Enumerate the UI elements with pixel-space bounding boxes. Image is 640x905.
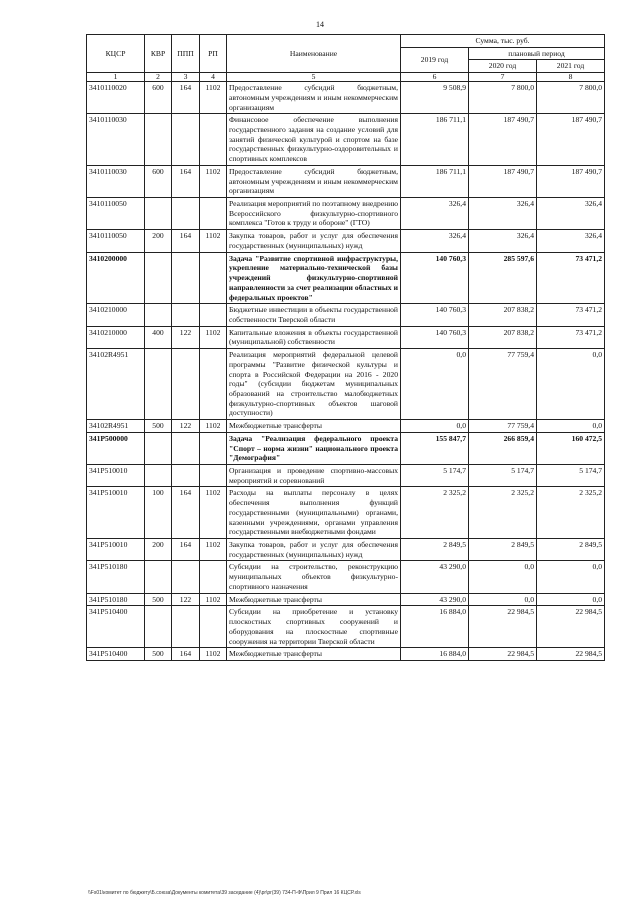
kvr-cell: 200 <box>145 230 172 252</box>
col-number: 8 <box>537 73 605 82</box>
col-number: 7 <box>469 73 537 82</box>
amount-2020-cell: 285 597,6 <box>469 252 537 304</box>
amount-2021-cell: 187 490,7 <box>537 165 605 197</box>
name-cell: Задача "Реализация федерального проекта "Спорт – норма жизни" национального проекта "Демография" <box>227 432 401 464</box>
file-path-footer: \\Fs01\комитет по бюджету\Б.союза\Документы комитета\39 заседание (4)\pr\pr(39) 734-П-Ф\Прил 9 Прил 16 КЦСР.xls <box>88 890 361 896</box>
table-row <box>87 606 605 648</box>
column-number-row <box>87 73 605 82</box>
amount-2019-cell: 43 290,0 <box>401 561 469 593</box>
kcsr-cell: 3410110030 <box>87 114 145 166</box>
amount-2019-cell: 326,4 <box>401 230 469 252</box>
name-cell: Предоставление субсидий бюджетным, автономным учреждениям и иным некоммерческим организациям <box>227 165 401 197</box>
table-row <box>87 82 605 114</box>
amount-2021-cell: 0,0 <box>537 593 605 606</box>
rp-cell: 1102 <box>200 593 227 606</box>
amount-2021-cell: 0,0 <box>537 349 605 420</box>
header-plan-period: плановый период <box>469 47 605 60</box>
ppp-cell: 164 <box>172 165 200 197</box>
kvr-cell <box>145 606 172 648</box>
header-kcsr: КЦСР <box>87 35 145 73</box>
amount-2019-cell: 186 711,1 <box>401 114 469 166</box>
amount-2021-cell: 2 325,2 <box>537 487 605 539</box>
amount-2020-cell: 207 838,2 <box>469 326 537 348</box>
amount-2020-cell: 5 174,7 <box>469 465 537 487</box>
table-row <box>87 165 605 197</box>
table-row <box>87 304 605 326</box>
table-row <box>87 230 605 252</box>
name-cell: Задача "Развитие спортивной инфраструктуры, укрепление материально-технической базы учреждений физкультурно-спортивной направленности за счет реализации областных и федеральных проектов" <box>227 252 401 304</box>
col-number: 3 <box>172 73 200 82</box>
amount-2021-cell: 5 174,7 <box>537 465 605 487</box>
rp-cell: 1102 <box>200 487 227 539</box>
amount-2021-cell: 73 471,2 <box>537 326 605 348</box>
header-2021: 2021 год <box>537 60 605 73</box>
table-body <box>87 82 605 661</box>
kcsr-cell: 341P500000 <box>87 432 145 464</box>
amount-2021-cell: 0,0 <box>537 561 605 593</box>
amount-2019-cell: 16 884,0 <box>401 606 469 648</box>
kvr-cell: 500 <box>145 593 172 606</box>
name-cell: Предоставление субсидий бюджетным, автономным учреждениям и иным некоммерческим организациям <box>227 82 401 114</box>
kvr-cell <box>145 432 172 464</box>
rp-cell <box>200 114 227 166</box>
header-name: Наименование <box>227 35 401 73</box>
kvr-cell: 600 <box>145 165 172 197</box>
kcsr-cell: 3410200000 <box>87 252 145 304</box>
kvr-cell: 500 <box>145 648 172 661</box>
rp-cell: 1102 <box>200 539 227 561</box>
ppp-cell: 164 <box>172 648 200 661</box>
col-number: 4 <box>200 73 227 82</box>
amount-2019-cell: 0,0 <box>401 349 469 420</box>
header-kvr: КВР <box>145 35 172 73</box>
ppp-cell: 122 <box>172 593 200 606</box>
amount-2020-cell: 77 759,4 <box>469 420 537 433</box>
kvr-cell <box>145 114 172 166</box>
amount-2020-cell: 0,0 <box>469 593 537 606</box>
header-2019: 2019 год <box>401 47 469 72</box>
table-row <box>87 487 605 539</box>
amount-2021-cell: 22 984,5 <box>537 648 605 661</box>
kcsr-cell: 34102R4951 <box>87 420 145 433</box>
name-cell: Межбюджетные трансферты <box>227 420 401 433</box>
name-cell: Реализация мероприятий по поэтапному внедрению Всероссийского физкультурно-спортивного комплекса "Готов к труду и обороне" (ГТО) <box>227 198 401 230</box>
ppp-cell <box>172 349 200 420</box>
amount-2019-cell: 186 711,1 <box>401 165 469 197</box>
kcsr-cell: 341P510400 <box>87 606 145 648</box>
kvr-cell <box>145 465 172 487</box>
amount-2020-cell: 0,0 <box>469 561 537 593</box>
amount-2021-cell: 0,0 <box>537 420 605 433</box>
name-cell: Расходы на выплаты персоналу в целях обеспечения выполнения функций государственными (муниципальными) органами, казенными учреждениями, органами управления государственными внебюджетными фондами <box>227 487 401 539</box>
amount-2019-cell: 140 760,3 <box>401 326 469 348</box>
table-row <box>87 561 605 593</box>
amount-2019-cell: 5 174,7 <box>401 465 469 487</box>
amount-2019-cell: 2 849,5 <box>401 539 469 561</box>
col-number: 6 <box>401 73 469 82</box>
amount-2019-cell: 2 325,2 <box>401 487 469 539</box>
name-cell: Капитальные вложения в объекты государственной (муниципальной) собственности <box>227 326 401 348</box>
kvr-cell <box>145 349 172 420</box>
name-cell: Субсидии на приобретение и установку плоскостных спортивных сооружений и оборудования на плоскостные спортивные сооружения на территории Тверской области <box>227 606 401 648</box>
name-cell: Реализация мероприятий федеральной целевой программы "Развитие физической культуры и спорта в Российской Федерации на 2016 - 2020 годы" (субсидии бюджетам муниципальных образований на строительство малобюджетных физкультурно-спортивных объектов шаговой доступности) <box>227 349 401 420</box>
amount-2021-cell: 187 490,7 <box>537 114 605 166</box>
amount-2020-cell: 22 984,5 <box>469 648 537 661</box>
ppp-cell: 164 <box>172 230 200 252</box>
kvr-cell <box>145 252 172 304</box>
amount-2021-cell: 22 984,5 <box>537 606 605 648</box>
ppp-cell <box>172 198 200 230</box>
kcsr-cell: 3410110020 <box>87 82 145 114</box>
rp-cell <box>200 198 227 230</box>
ppp-cell: 164 <box>172 82 200 114</box>
amount-2020-cell: 187 490,7 <box>469 114 537 166</box>
header-ppp: ППП <box>172 35 200 73</box>
name-cell: Финансовое обеспечение выполнения государственного задания на создание условий для занятий физической культурой и спортом на базе государственных физкультурно-оздоровительных и спортивных комплексов <box>227 114 401 166</box>
rp-cell: 1102 <box>200 230 227 252</box>
kcsr-cell: 3410110050 <box>87 230 145 252</box>
header-amount: Сумма, тыс. руб. <box>401 35 605 48</box>
header-2020: 2020 год <box>469 60 537 73</box>
ppp-cell: 164 <box>172 487 200 539</box>
table-row <box>87 420 605 433</box>
table-row <box>87 539 605 561</box>
name-cell: Бюджетные инвестиции в объекты государственной собственности Тверской области <box>227 304 401 326</box>
kcsr-cell: 341P510400 <box>87 648 145 661</box>
header-rp: РП <box>200 35 227 73</box>
name-cell: Закупка товаров, работ и услуг для обеспечения государственных (муниципальных) нужд <box>227 539 401 561</box>
amount-2019-cell: 16 884,0 <box>401 648 469 661</box>
kvr-cell: 200 <box>145 539 172 561</box>
kvr-cell: 100 <box>145 487 172 539</box>
rp-cell <box>200 349 227 420</box>
ppp-cell: 122 <box>172 326 200 348</box>
amount-2021-cell: 160 472,5 <box>537 432 605 464</box>
amount-2020-cell: 2 849,5 <box>469 539 537 561</box>
name-cell: Закупка товаров, работ и услуг для обеспечения государственных (муниципальных) нужд <box>227 230 401 252</box>
table-row <box>87 326 605 348</box>
kcsr-cell: 341P510180 <box>87 561 145 593</box>
table-row <box>87 648 605 661</box>
kvr-cell <box>145 198 172 230</box>
amount-2019-cell: 140 760,3 <box>401 304 469 326</box>
ppp-cell <box>172 252 200 304</box>
amount-2020-cell: 22 984,5 <box>469 606 537 648</box>
ppp-cell <box>172 432 200 464</box>
amount-2021-cell: 2 849,5 <box>537 539 605 561</box>
name-cell: Субсидии на строительство, реконструкцию муниципальных объектов физкультурно-спортивного назначения <box>227 561 401 593</box>
amount-2019-cell: 0,0 <box>401 420 469 433</box>
amount-2019-cell: 140 760,3 <box>401 252 469 304</box>
kcsr-cell: 341P510010 <box>87 487 145 539</box>
amount-2021-cell: 7 800,0 <box>537 82 605 114</box>
kvr-cell: 500 <box>145 420 172 433</box>
page-number: 14 <box>316 20 324 29</box>
table-row <box>87 465 605 487</box>
amount-2020-cell: 7 800,0 <box>469 82 537 114</box>
rp-cell: 1102 <box>200 648 227 661</box>
amount-2020-cell: 207 838,2 <box>469 304 537 326</box>
amount-2020-cell: 326,4 <box>469 198 537 230</box>
amount-2021-cell: 73 471,2 <box>537 252 605 304</box>
kcsr-cell: 34102R4951 <box>87 349 145 420</box>
rp-cell: 1102 <box>200 420 227 433</box>
col-number: 1 <box>87 73 145 82</box>
ppp-cell <box>172 561 200 593</box>
rp-cell <box>200 465 227 487</box>
amount-2021-cell: 326,4 <box>537 198 605 230</box>
kvr-cell: 600 <box>145 82 172 114</box>
rp-cell <box>200 432 227 464</box>
budget-table <box>86 34 605 661</box>
name-cell: Организация и проведение спортивно-массовых мероприятий и соревнований <box>227 465 401 487</box>
table-row <box>87 198 605 230</box>
kvr-cell <box>145 304 172 326</box>
table-header <box>87 35 605 82</box>
kcsr-cell: 341P510010 <box>87 539 145 561</box>
ppp-cell <box>172 304 200 326</box>
rp-cell <box>200 252 227 304</box>
kcsr-cell: 341P510010 <box>87 465 145 487</box>
kcsr-cell: 3410110030 <box>87 165 145 197</box>
rp-cell <box>200 561 227 593</box>
table-row <box>87 432 605 464</box>
kcsr-cell: 3410210000 <box>87 326 145 348</box>
rp-cell: 1102 <box>200 82 227 114</box>
amount-2020-cell: 266 859,4 <box>469 432 537 464</box>
kvr-cell <box>145 561 172 593</box>
kvr-cell: 400 <box>145 326 172 348</box>
amount-2019-cell: 9 508,9 <box>401 82 469 114</box>
name-cell: Межбюджетные трансферты <box>227 648 401 661</box>
amount-2019-cell: 326,4 <box>401 198 469 230</box>
kcsr-cell: 3410110050 <box>87 198 145 230</box>
amount-2019-cell: 43 290,0 <box>401 593 469 606</box>
amount-2020-cell: 77 759,4 <box>469 349 537 420</box>
table-row <box>87 114 605 166</box>
amount-2019-cell: 155 847,7 <box>401 432 469 464</box>
rp-cell <box>200 606 227 648</box>
kcsr-cell: 341P510180 <box>87 593 145 606</box>
table-row <box>87 252 605 304</box>
amount-2020-cell: 326,4 <box>469 230 537 252</box>
amount-2020-cell: 187 490,7 <box>469 165 537 197</box>
ppp-cell <box>172 606 200 648</box>
kcsr-cell: 3410210000 <box>87 304 145 326</box>
amount-2021-cell: 326,4 <box>537 230 605 252</box>
ppp-cell: 122 <box>172 420 200 433</box>
ppp-cell <box>172 465 200 487</box>
rp-cell: 1102 <box>200 165 227 197</box>
col-number: 5 <box>227 73 401 82</box>
name-cell: Межбюджетные трансферты <box>227 593 401 606</box>
rp-cell <box>200 304 227 326</box>
table-row <box>87 349 605 420</box>
ppp-cell <box>172 114 200 166</box>
amount-2021-cell: 73 471,2 <box>537 304 605 326</box>
col-number: 2 <box>145 73 172 82</box>
amount-2020-cell: 2 325,2 <box>469 487 537 539</box>
rp-cell: 1102 <box>200 326 227 348</box>
table-row <box>87 593 605 606</box>
ppp-cell: 164 <box>172 539 200 561</box>
